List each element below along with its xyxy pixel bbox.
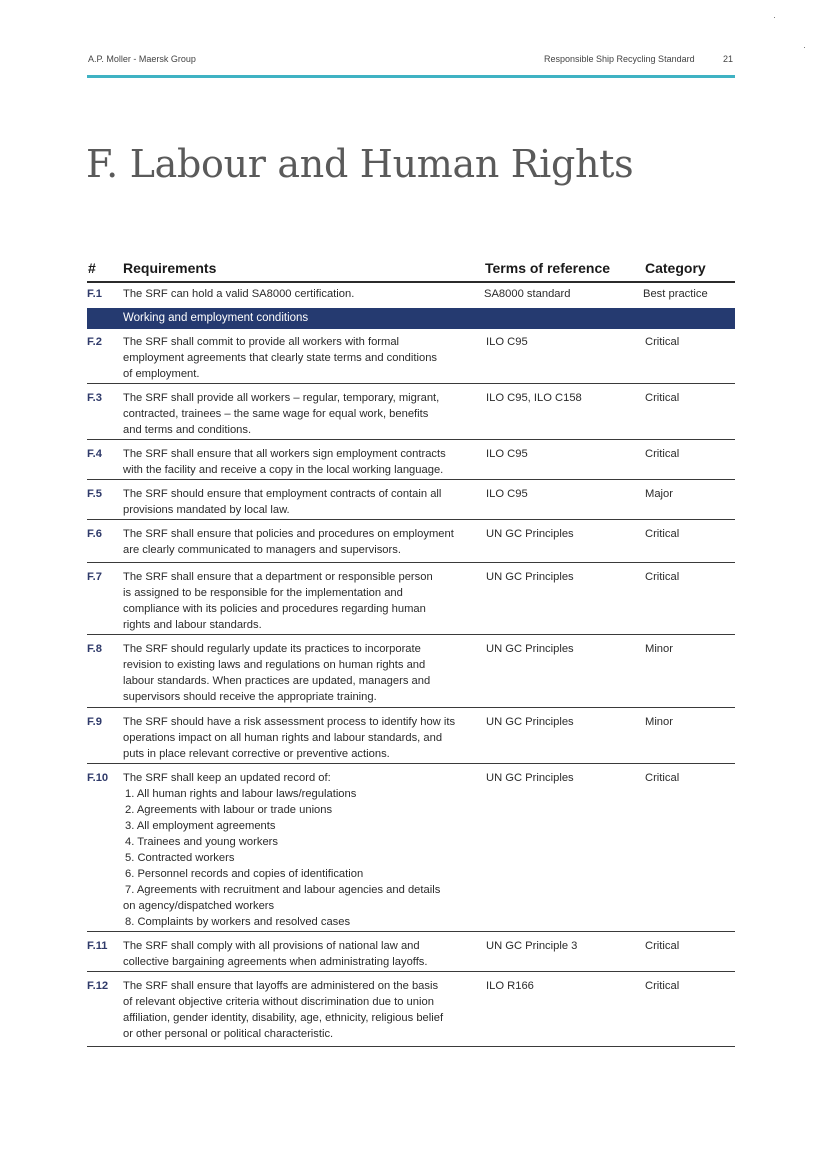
requirement-line: 6. Personnel records and copies of identification	[125, 868, 364, 880]
requirement-line: of employment.	[123, 368, 200, 380]
row-terms: ILO C95	[486, 448, 528, 460]
requirement-line: supervisors should receive the appropriate training.	[123, 691, 377, 703]
requirement-line: and terms and conditions.	[123, 424, 252, 436]
col-header-number: #	[88, 260, 96, 276]
row-divider	[87, 931, 735, 932]
requirement-line: affiliation, gender identity, disability, age, ethnicity, religious belief	[123, 1012, 444, 1024]
requirement-line: provisions mandated by local law.	[123, 504, 290, 516]
requirement-line: is assigned to be responsible for the implementation and	[123, 587, 403, 599]
row-requirement	[123, 526, 473, 558]
requirement-line: collective bargaining agreements when administrating layoffs.	[123, 956, 428, 968]
row-category: Critical	[645, 448, 680, 460]
row-id: F.12	[87, 980, 109, 992]
table-bottom-rule	[87, 1046, 735, 1047]
row-requirement	[123, 334, 473, 382]
requirement-line: rights and labour standards.	[123, 619, 262, 631]
row-terms: UN GC Principles	[486, 528, 574, 540]
requirement-line: The SRF shall ensure that a department or responsible person	[123, 571, 433, 583]
row-requirement	[123, 641, 473, 705]
header-rule	[87, 75, 735, 78]
requirement-line: contracted, trainees – the same wage for equal work, benefits	[123, 408, 429, 420]
row-terms: UN GC Principles	[486, 772, 574, 784]
requirement-line: The SRF shall ensure that layoffs are administered on the basis	[123, 980, 439, 992]
row-category: Critical	[645, 980, 680, 992]
row-divider	[87, 971, 735, 972]
row-category: Critical	[645, 528, 680, 540]
row-terms: UN GC Principles	[486, 716, 574, 728]
requirement-line: The SRF shall provide all workers – regular, temporary, migrant,	[123, 392, 440, 404]
row-category: Minor	[645, 643, 673, 655]
row-divider	[87, 479, 735, 480]
requirement-line: are clearly communicated to managers and supervisors.	[123, 544, 401, 556]
requirement-line: with the facility and receive a copy in the local working language.	[123, 464, 444, 476]
row-terms: ILO C95	[486, 336, 528, 348]
requirement-line: The SRF should regularly update its practices to incorporate	[123, 643, 421, 655]
row-terms: UN GC Principle 3	[486, 940, 578, 952]
row-requirement	[123, 938, 473, 970]
row-requirement	[123, 390, 473, 438]
requirement-line: The SRF can hold a valid SA8000 certification.	[123, 288, 355, 300]
row-id: F.10	[87, 772, 109, 784]
requirement-line: 3. All employment agreements	[125, 820, 276, 832]
requirement-line: 4. Trainees and young workers	[125, 836, 278, 848]
row-terms: SA8000 standard	[484, 288, 571, 300]
requirement-line: The SRF shall commit to provide all workers with formal	[123, 336, 400, 348]
row-id: F.4	[87, 448, 102, 460]
col-header-category: Category	[645, 260, 706, 276]
row-requirement	[123, 486, 473, 518]
scan-mark: ·	[803, 42, 806, 52]
requirement-line: employment agreements that clearly state terms and conditions	[123, 352, 438, 364]
row-divider	[87, 707, 735, 708]
requirement-line: or other personal or political characteristic.	[123, 1028, 334, 1040]
row-divider	[87, 634, 735, 635]
row-requirement	[123, 978, 473, 1042]
row-divider	[87, 562, 735, 563]
row-id: F.1	[87, 288, 102, 300]
row-divider	[87, 519, 735, 520]
row-terms: UN GC Principles	[486, 643, 574, 655]
requirement-line: The SRF shall comply with all provisions of national law and	[123, 940, 420, 952]
requirement-line: revision to existing laws and regulations on human rights and	[123, 659, 426, 671]
row-id: F.8	[87, 643, 102, 655]
section-band	[87, 308, 735, 329]
row-category: Minor	[645, 716, 673, 728]
row-terms: UN GC Principles	[486, 571, 574, 583]
requirement-line: The SRF should ensure that employment contracts of contain all	[123, 488, 442, 500]
section-band-label: Working and employment conditions	[123, 312, 309, 324]
row-id: F.2	[87, 336, 102, 348]
row-category: Best practice	[643, 288, 708, 300]
page-number: 21	[723, 54, 734, 64]
page-header-company: A.P. Moller - Maersk Group	[88, 54, 196, 64]
row-requirement	[123, 569, 473, 633]
row-requirement	[123, 446, 473, 478]
row-terms: ILO C95	[486, 488, 528, 500]
row-id: F.3	[87, 392, 102, 404]
row-id: F.11	[87, 940, 108, 952]
requirement-line: The SRF shall ensure that policies and procedures on employment	[123, 528, 454, 540]
col-header-requirements: Requirements	[123, 260, 217, 276]
row-id: F.5	[87, 488, 102, 500]
requirement-line: labour standards. When practices are updated, managers and	[123, 675, 431, 687]
requirement-line: puts in place relevant corrective or preventive actions.	[123, 748, 390, 760]
requirement-line: 5. Contracted workers	[125, 852, 235, 864]
row-category: Critical	[645, 772, 680, 784]
header-underline	[87, 281, 735, 283]
requirement-line: 1. All human rights and labour laws/regulations	[125, 788, 357, 800]
row-terms: ILO C95, ILO C158	[486, 392, 582, 404]
row-divider	[87, 383, 735, 384]
row-category: Critical	[645, 940, 680, 952]
row-requirement	[123, 770, 473, 930]
col-header-terms: Terms of reference	[485, 260, 611, 276]
requirement-line: 7. Agreements with recruitment and labour agencies and details	[125, 884, 441, 896]
row-requirement	[123, 286, 473, 302]
requirement-line: of relevant objective criteria without discrimination due to union	[123, 996, 434, 1008]
row-id: F.6	[87, 528, 102, 540]
requirement-line: 8. Complaints by workers and resolved cases	[125, 916, 351, 928]
requirement-line: The SRF shall ensure that all workers sign employment contracts	[123, 448, 446, 460]
requirement-line: on agency/dispatched workers	[123, 900, 275, 912]
row-id: F.7	[87, 571, 102, 583]
row-terms: ILO R166	[486, 980, 534, 992]
page-header-doc-title: Responsible Ship Recycling Standard	[544, 54, 695, 64]
requirement-line: operations impact on all human rights and labour standards, and	[123, 732, 443, 744]
requirement-line: 2. Agreements with labour or trade unions	[125, 804, 333, 816]
row-requirement	[123, 714, 473, 762]
requirement-line: The SRF shall keep an updated record of:	[123, 772, 331, 784]
row-id: F.9	[87, 716, 102, 728]
requirement-line: compliance with its policies and procedures regarding human	[123, 603, 426, 615]
row-category: Critical	[645, 392, 680, 404]
scan-mark: ·	[773, 12, 776, 22]
row-divider	[87, 763, 735, 764]
requirement-line: The SRF should have a risk assessment process to identify how its	[123, 716, 456, 728]
page-title: F. Labour and Human Rights	[86, 142, 634, 186]
row-category: Major	[645, 488, 673, 500]
row-category: Critical	[645, 336, 680, 348]
row-category: Critical	[645, 571, 680, 583]
row-divider	[87, 439, 735, 440]
